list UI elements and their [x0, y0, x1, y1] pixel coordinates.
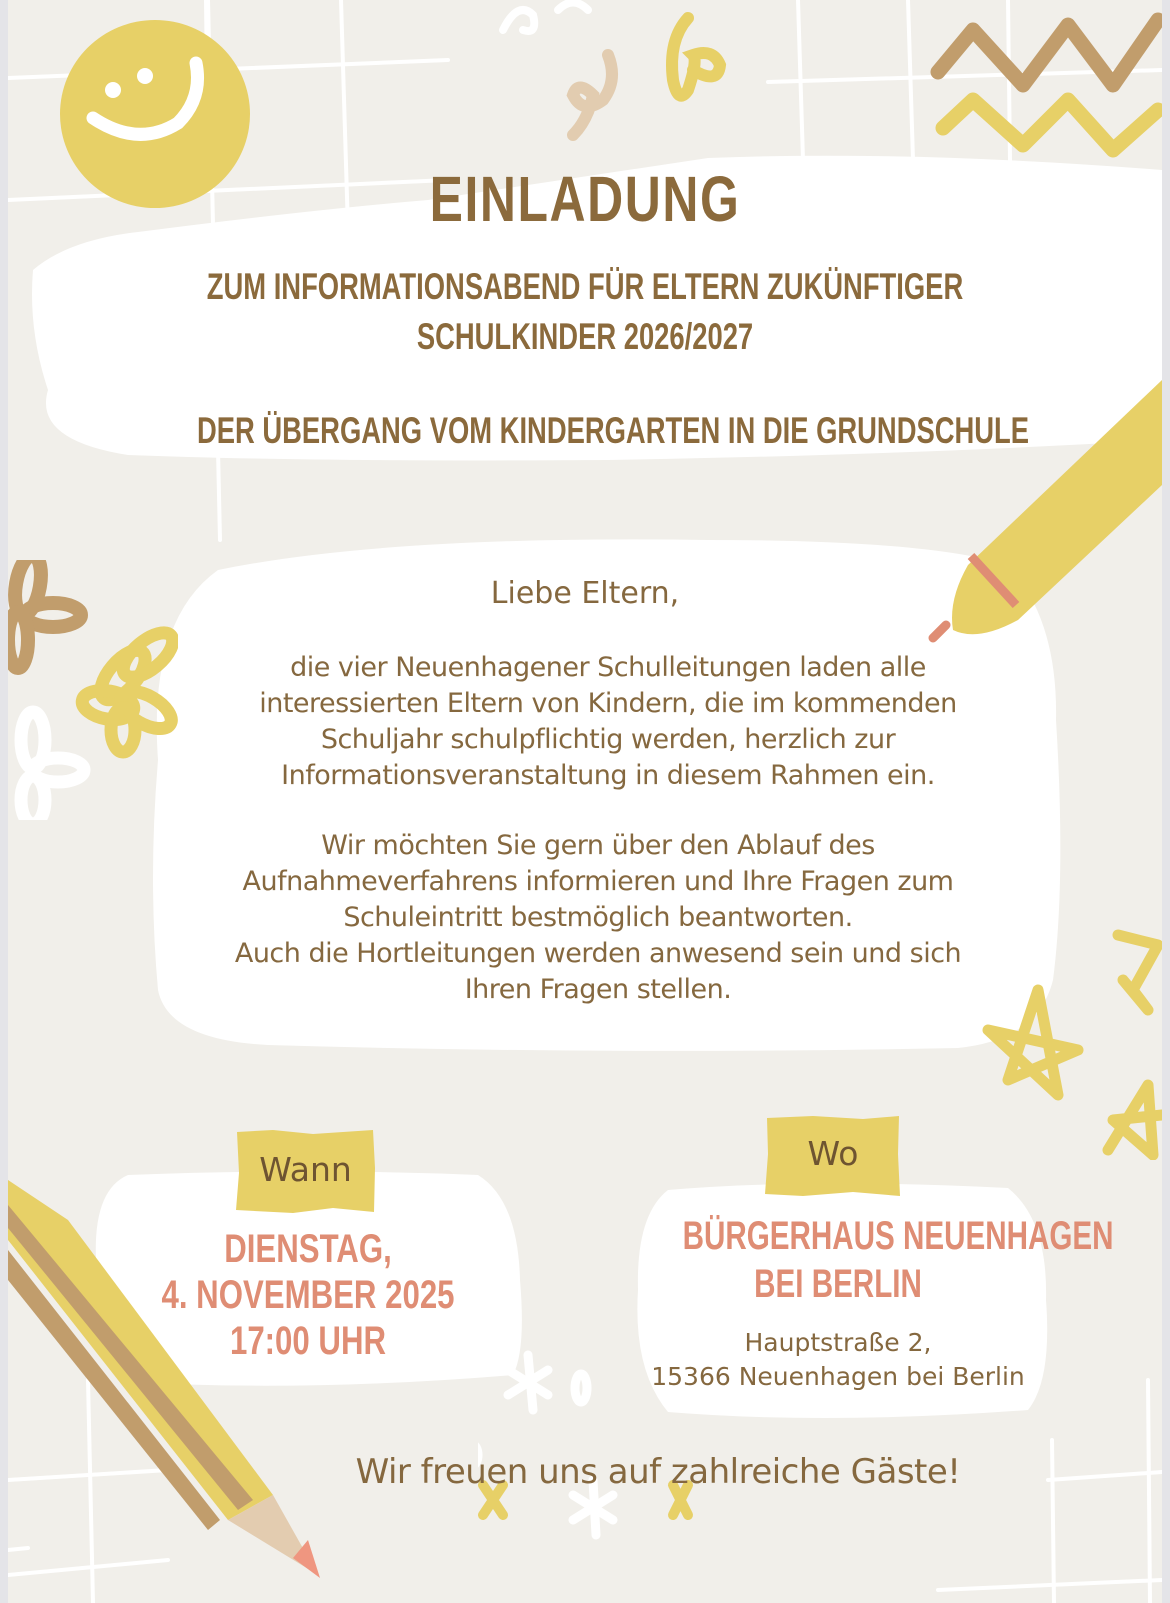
wann-label: Wann: [259, 1150, 352, 1189]
paragraph-1-line: die vier Neuenhagener Schulleitungen laden alle: [290, 652, 926, 683]
paragraph-2-line: Aufnahmeverfahrens informieren und Ihre Fragen zum: [242, 866, 954, 897]
event-date-value: 4. NOVEMBER 2025: [161, 1273, 455, 1317]
paragraph-2: [98, 828, 1098, 1008]
closing-line: Wir freuen uns auf zahlreiche Gäste!: [355, 1452, 961, 1492]
event-time: 17:00 UHR: [229, 1319, 387, 1363]
address-street: Hauptstraße 2,: [744, 1328, 932, 1357]
venue-address: [628, 1326, 1048, 1394]
event-date: [152, 1226, 464, 1364]
venue-line: BÜRGERHAUS NEUENHAGEN: [682, 1214, 1114, 1258]
greeting: Liebe Eltern,: [490, 576, 680, 611]
zigzag-icon: [928, 10, 1162, 170]
paragraph-1-line: interessierten Eltern von Kindern, die im kommenden: [259, 688, 957, 719]
paragraph-1-line: Informationsveranstaltung in diesem Rahmen ein.: [281, 760, 935, 791]
paragraph-2-line: Ihren Fragen stellen.: [464, 974, 732, 1005]
invitation-poster: [8, 0, 1162, 1603]
wo-label: Wo: [807, 1134, 859, 1173]
event-weekday: DIENSTAG,: [224, 1227, 392, 1271]
topic-heading: DER ÜBERGANG VOM KINDERGARTEN IN DIE GRUNDSCHULE: [196, 410, 1030, 451]
paragraph-1-line: Schuljahr schulpflichtig werden, herzlich zur: [320, 724, 896, 755]
paragraph-2-line: Auch die Hortleitungen werden anwesend sein und sich: [234, 938, 962, 969]
paragraph-1: [108, 650, 1108, 794]
paragraph-2-line: Schuleintritt bestmöglich beantworten.: [343, 902, 853, 933]
address-city: 15366 Neuenhagen bei Berlin: [651, 1362, 1025, 1391]
paragraph-2-line: Wir möchten Sie gern über den Ablauf des: [321, 830, 875, 861]
page-edge-left: [0, 0, 8, 1603]
venue-line: BEI BERLIN: [754, 1262, 922, 1306]
subtitle-line-1: ZUM INFORMATIONSABEND FÜR ELTERN ZUKÜNFTIGER: [206, 266, 964, 307]
venue-name: [682, 1212, 1114, 1308]
squiggle-icon: [488, 0, 748, 150]
page-title: EINLADUNG: [429, 163, 741, 235]
page-edge-right: [1162, 0, 1170, 1603]
subtitle-line-2: SCHULKINDER 2026/2027: [416, 316, 754, 357]
